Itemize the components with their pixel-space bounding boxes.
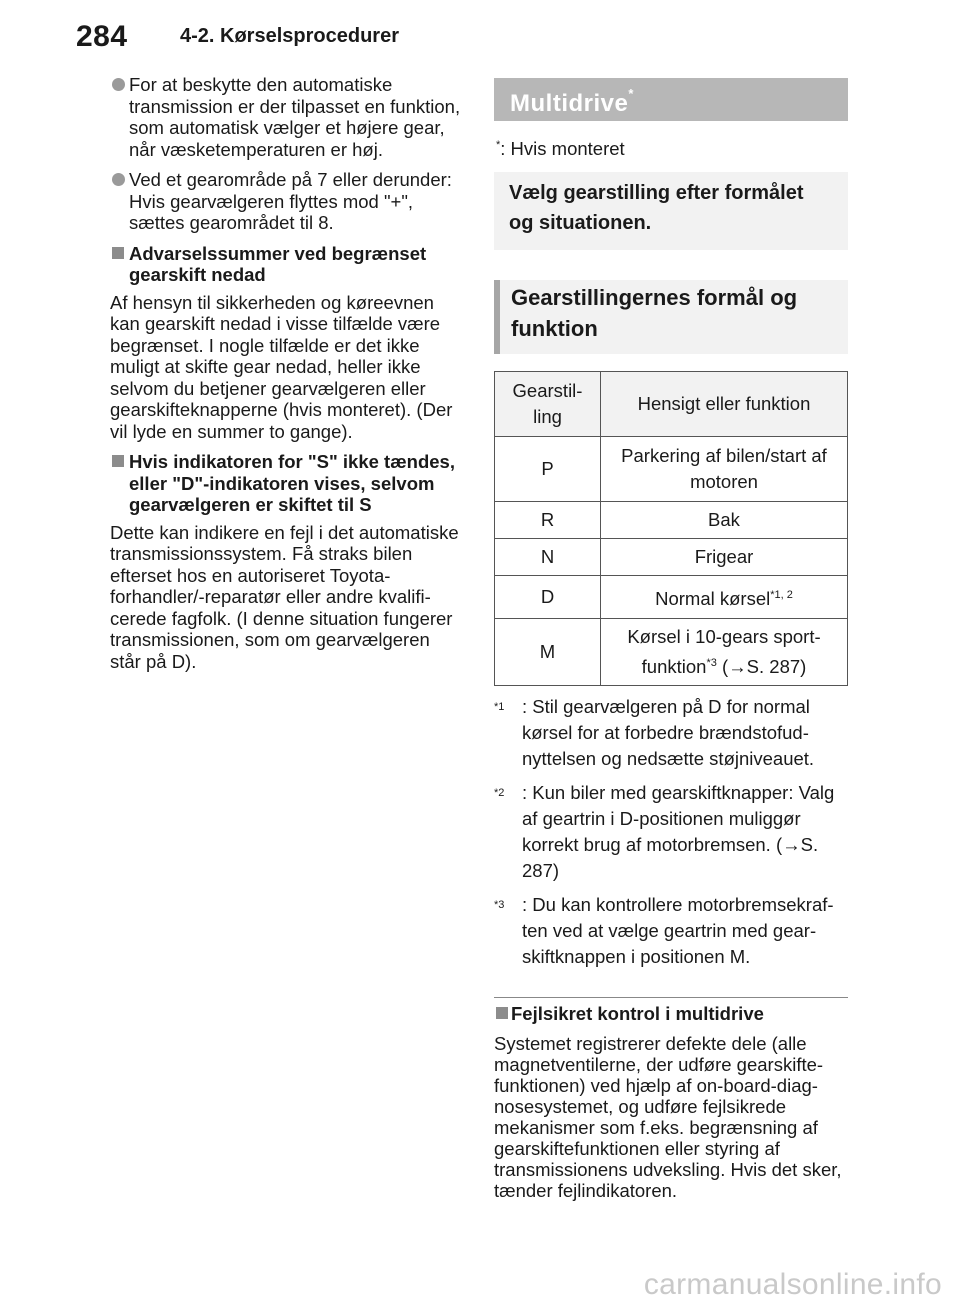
table-row — [495, 576, 848, 619]
paragraph-failsafe: Systemet registrerer defekte dele (alle magnetventilerne, der udføre gearskiftefunktionen) ved hjælp af on-board-diagnosesystemet, og udføre fejlsikrede mekanismer som f.eks. begrænsning af gearskiftefunktionen eller styring af transmissionens udveksling. Hvis det sker, tænder fejlindikatoren. — [494, 1033, 842, 1201]
multidrive-title: Multidrive* — [494, 78, 848, 121]
table-header-gear: Gearstil- ling — [495, 372, 601, 437]
table-header-row — [495, 372, 848, 437]
subheading-failsafe: Fejlsikret kontrol i multidrive — [494, 1003, 848, 1025]
table-row — [495, 539, 848, 576]
chapter-heading: 4-2. Kørselsprocedurer — [180, 25, 399, 47]
bullet-dot-icon — [112, 173, 125, 186]
paragraph-indicator: Dette kan indikere en fejl i det automatiske transmissionssystem. Få straks bilen efterset hos en autoriseret Toyota-forhandler/-reparatør eller andre kvalificerede fagfolk. (I denne situation fungerer transmissionen, som om gearvælgeren står på D). — [110, 521, 459, 672]
page-number: 284 — [76, 20, 128, 53]
footnote-3: $^{*3}$ : Du kan kontrollere motorbremsekraften ved at vælge geartrin med gearskiftknappen i positionen M. — [494, 894, 834, 967]
square-bullet-icon — [496, 1007, 508, 1019]
bullet-item: For at beskytte den automatiske transmission er der tilpasset en funktion, som automatisk vælger et højere gear, når væsketemperaturen er høj. — [110, 74, 465, 160]
gear-table — [494, 371, 848, 686]
subheading-indicator: Hvis indikatoren for "S" ikke tændes, eller "D"-indikatoren vises, selvom gearvælgeren er skiftet til S — [110, 451, 465, 516]
gear-cell: N — [495, 539, 601, 576]
table-header-purpose: Hensigt eller funktion — [601, 372, 848, 437]
square-bullet-icon — [112, 455, 124, 467]
installed-footnote: *: Hvis monteret — [496, 138, 625, 159]
bullet-dot-icon — [112, 78, 125, 91]
section-divider — [494, 997, 848, 998]
gear-cell: R — [495, 502, 601, 539]
purpose-cell: Frigear — [601, 539, 848, 576]
paragraph-buzzer: Af hensyn til sikkerheden og køreevnen kan gearskift nedad i visse tilfælde være begrænset. I nogle tilfælde er det ikke muligt at skifte gear nedad, heller ikke selvom du betjener gearvælgeren eller gearskifteknapperne (hvis monteret). (Der vil lyde en summer to gange). — [110, 291, 453, 442]
footnote-2: $^{*2}$ : Kun biler med gearskiftknapper: Valg af geartrin i D-positionen muliggør korrekt brug af motorbremsen. (→S. 287) — [494, 782, 835, 881]
gear-cell: M — [495, 619, 601, 686]
subheading-buzzer: Advarselssummer ved begrænset gearskift nedad — [110, 243, 465, 286]
purpose-cell: Kørsel i 10-gears sport- funktion$^{*3}$ (→S. 287) — [601, 619, 848, 686]
table-row — [495, 619, 848, 686]
table-row — [495, 502, 848, 539]
purpose-cell: Normal kørsel$^{*1, 2}$ — [601, 576, 848, 619]
intro-box: Vælg gearstilling efter formålet og situationen. — [494, 172, 848, 250]
table-row — [495, 437, 848, 502]
page-reference-link[interactable]: (→S. 287) — [716, 656, 807, 678]
square-bullet-icon — [112, 247, 124, 259]
bullet-item: Ved et gearområde på 7 eller derunder: Hvis gearvælgeren flyttes mod "+", sættes gearområdet til 8. — [110, 169, 465, 234]
right-column — [494, 78, 848, 1201]
footnote-1: $^{*1}$ : Stil gearvælgeren på D for normal kørsel for at forbedre brændstofudnyttelsen og nedsætte støjniveauet. — [494, 696, 815, 769]
purpose-cell: Bak — [601, 502, 848, 539]
gear-cell: P — [495, 437, 601, 502]
watermark: carmanualsonline.info — [643, 1268, 942, 1301]
gear-cell: D — [495, 576, 601, 619]
left-column — [110, 74, 465, 681]
purpose-cell: Parkering af bilen/start af motoren — [601, 437, 848, 502]
section-title-box: Gearstillingernes formål og funktion — [494, 280, 848, 354]
